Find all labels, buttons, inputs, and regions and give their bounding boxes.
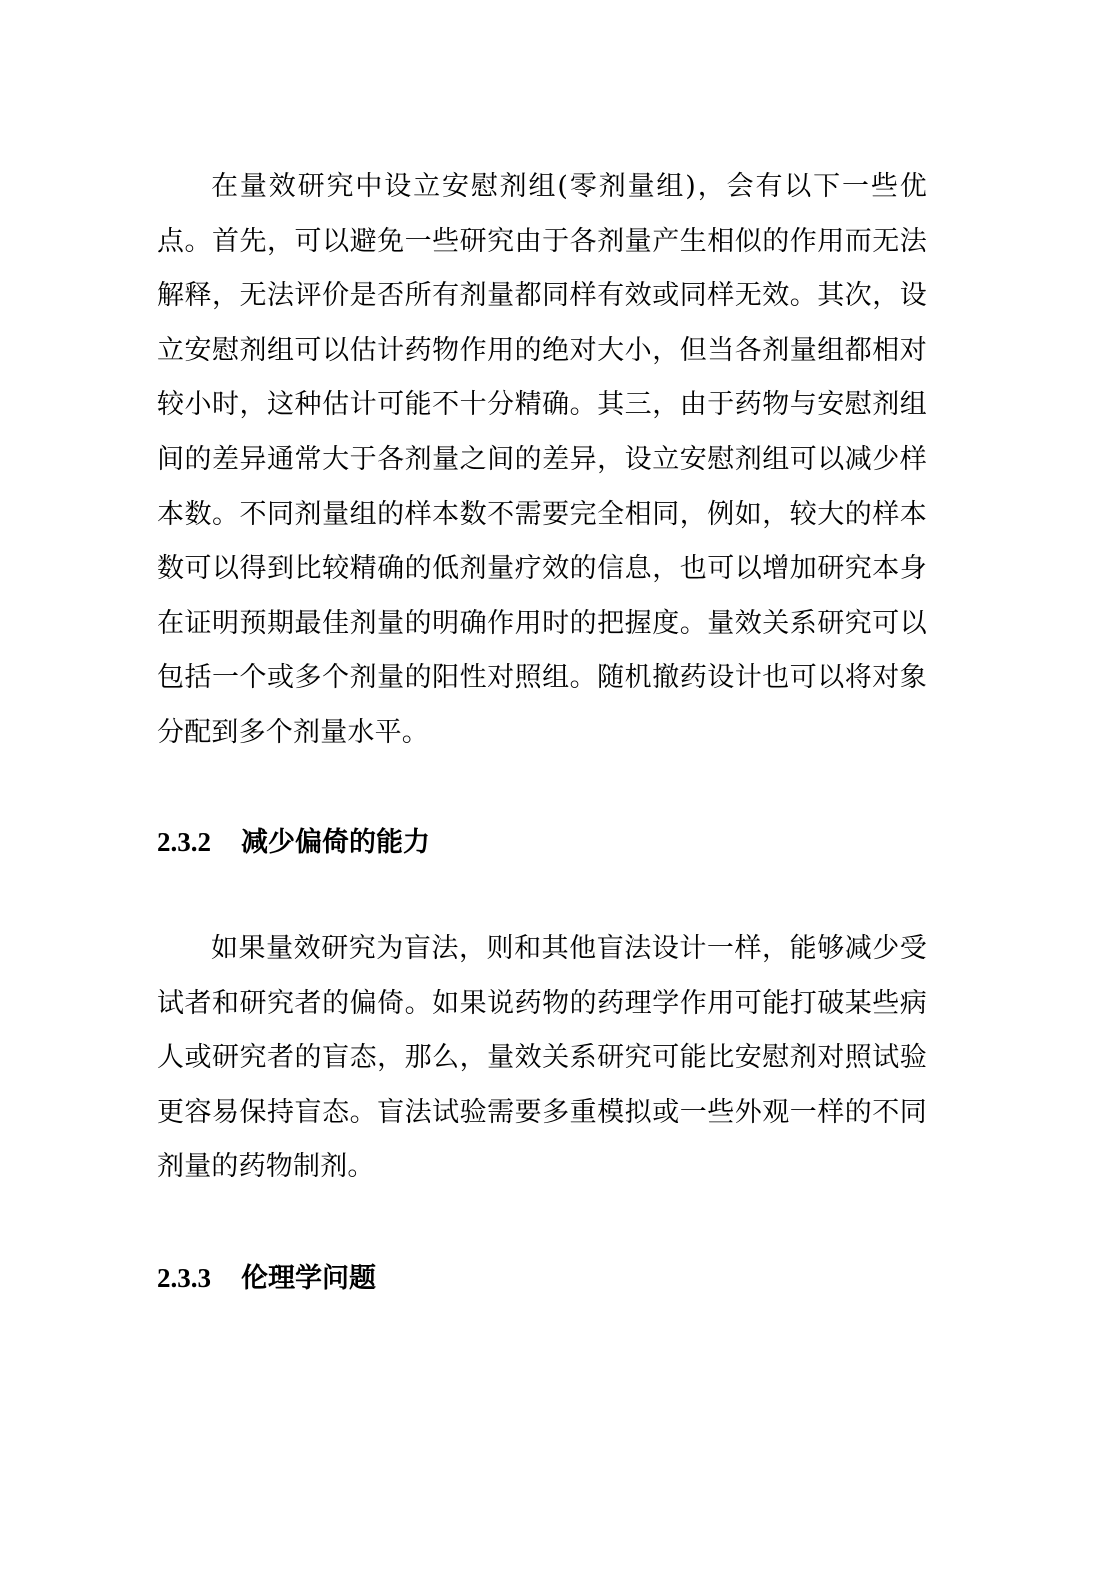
section-heading-2-3-3	[157, 1258, 376, 1299]
section-number: 2.3.2	[157, 827, 211, 857]
paragraph-blinding: 如果量效研究为盲法，则和其他盲法设计一样，能够减少受试者和研究者的偏倚。如果说药物的药理学作用可能打破某些病人或研究者的盲态，那么，量效关系研究可能比安慰剂对照试验更容易保持盲态。盲法试验需要多重模拟或一些外观一样的不同剂量的药物制剂。	[157, 933, 927, 1183]
section-title: 伦理学问题	[241, 1263, 376, 1294]
section-heading-2-3-2	[157, 822, 430, 863]
section-number: 2.3.3	[157, 1263, 211, 1293]
section-title: 减少偏倚的能力	[241, 827, 430, 858]
paragraph-placebo-group-advantages: 在量效研究中设立安慰剂组(零剂量组)，会有以下一些优点。首先，可以避免一些研究由于各剂量产生相似的作用而无法解释，无法评价是否所有剂量都同样有效或同样无效。其次，设立安慰剂组可以估计药物作用的绝对大小，但当各剂量组都相对较小时，这种估计可能不十分精确。其三，由于药物与安慰剂组间的差异通常大于各剂量之间的差异，设立安慰剂组可以减少样本数。不同剂量组的样本数不需要完全相同，例如，较大的样本数可以得到比较精确的低剂量疗效的信息，也可以增加研究本身在证明预期最佳剂量的明确作用时的把握度。量效关系研究可以包括一个或多个剂量的阳性对照组。随机撤药设计也可以将对象分配到多个剂量水平。	[157, 171, 927, 748]
